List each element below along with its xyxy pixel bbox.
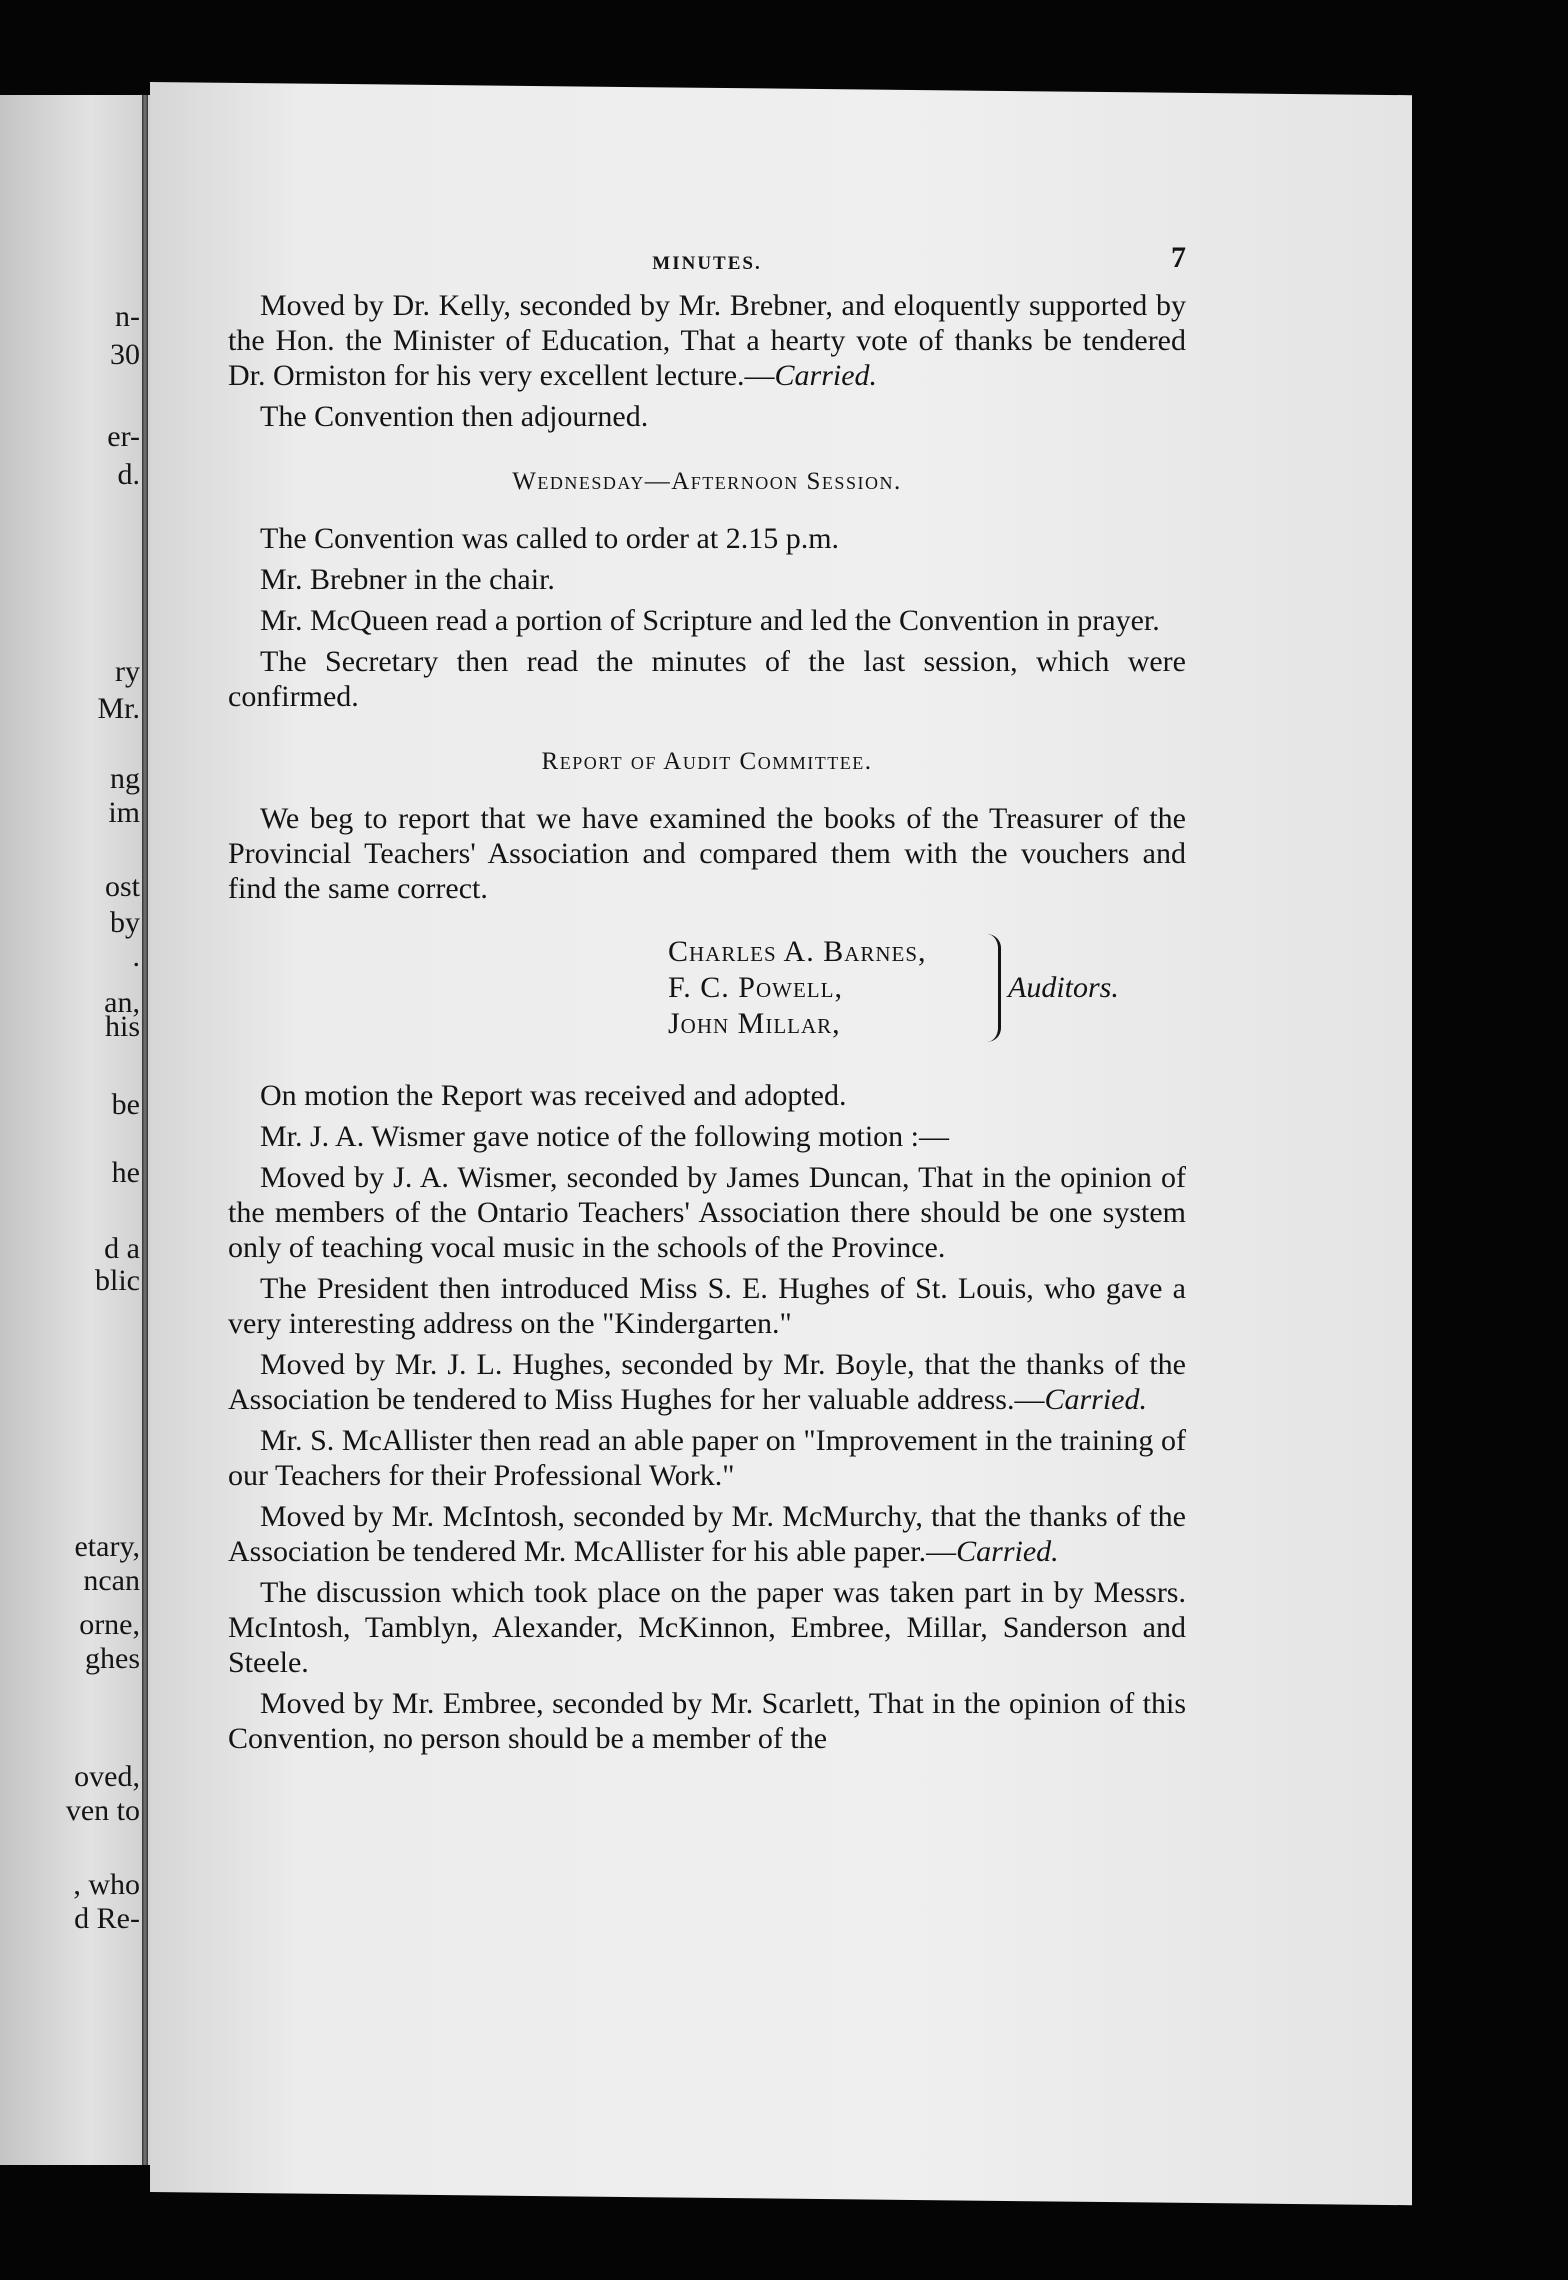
auditors-signature-block	[228, 934, 1186, 1052]
motion-text: Moved by Mr. J. L. Hughes, seconded by Mr. Boyle, that the thanks of the Association be tendered to Miss Hughes for her valuable address.—	[228, 1348, 1186, 1416]
facing-page-fragment: im	[108, 796, 140, 829]
running-head	[228, 240, 1186, 288]
facing-page-fragment: be	[111, 1088, 140, 1121]
report-adopted: On motion the Report was received and adopted.	[260, 1079, 847, 1112]
facing-page-fragment: .	[132, 940, 140, 973]
auditor-name: F. C. Powell,	[668, 971, 843, 1004]
motion-text: Moved by Mr. McIntosh, seconded by Mr. McMurchy, that the thanks of the Association be tendered Mr. McAllister for his able paper.—	[228, 1500, 1186, 1568]
page-number: 7	[1171, 241, 1186, 274]
facing-page-fragment: ost	[104, 870, 140, 903]
hughes-thanks-motion	[228, 1347, 1186, 1417]
facing-page-fragment: ven to	[65, 1794, 140, 1827]
facing-page-fragment: oved,	[74, 1760, 140, 1793]
facing-page-fragment: d.	[117, 458, 140, 491]
motion-text: Moved by Dr. Kelly, seconded by Mr. Brebner, and eloquently supported by the Hon. the Minister of Education, That a hearty vote of thanks be tendered Dr. Ormiston for his very excellent lecture.—	[228, 289, 1186, 392]
facing-page-fragment: by	[110, 906, 140, 939]
call-to-order: The Convention was called to order at 2.15 p.m.	[260, 522, 840, 555]
facing-page-fragment: n-	[115, 300, 140, 333]
facing-page-fragment: he	[111, 1156, 140, 1189]
mcallister-paper: Mr. S. McAllister then read an able paper on "Improvement in the training of our Teachers for their Professional Work."	[228, 1424, 1186, 1492]
carried-label: Carried.	[774, 359, 878, 392]
facing-page-fragment: his	[104, 1010, 140, 1043]
embree-motion: Moved by Mr. Embree, seconded by Mr. Scarlett, That in the opinion of this Convention, no person should be a member of the	[228, 1687, 1186, 1755]
auditor-names	[668, 934, 927, 1042]
carried-label: Carried.	[956, 1535, 1059, 1568]
facing-page-fragment: d a	[104, 1232, 140, 1265]
minutes-confirmed: The Secretary then read the minutes of the last session, which were confirmed.	[228, 645, 1186, 713]
audit-committee-heading: Report of Audit Committee.	[541, 748, 873, 775]
auditor-name: Charles A. Barnes,	[668, 935, 927, 968]
mcallister-thanks-motion	[228, 1499, 1186, 1569]
facing-page-fragment: ghes	[85, 1642, 140, 1675]
facing-page-fragment: blic	[95, 1264, 140, 1297]
book-gutter	[142, 95, 148, 2165]
facing-page-fragment: orne,	[79, 1608, 140, 1641]
wismer-notice: Mr. J. A. Wismer gave notice of the following motion :—	[260, 1120, 949, 1153]
facing-page-edge	[0, 95, 150, 2165]
facing-page-fragment: ng	[110, 762, 140, 795]
facing-page-fragment: er-	[107, 420, 140, 453]
carried-label: Carried.	[1044, 1383, 1147, 1416]
facing-page-fragment: Mr.	[97, 692, 140, 725]
prayer-note: Mr. McQueen read a portion of Scripture and led the Convention in prayer.	[260, 604, 1160, 637]
facing-page-fragment: ry	[115, 655, 140, 688]
adjourned-note: The Convention then adjourned.	[260, 400, 649, 433]
hughes-introduction: The President then introduced Miss S. E. Hughes of St. Louis, who gave a very interesting address on the "Kindergarten."	[228, 1272, 1186, 1340]
facing-page-fragment: etary,	[74, 1530, 140, 1563]
auditors-label: Auditors.	[1008, 971, 1119, 1004]
facing-page-fragment: ncan	[83, 1564, 140, 1597]
audit-report-text: We beg to report that we have examined the books of the Treasurer of the Provincial Teachers' Association and compared them with the vouchers and find the same correct.	[228, 802, 1186, 905]
ormiston-thanks-motion	[228, 288, 1186, 393]
auditor-name: John Millar,	[668, 1007, 841, 1040]
running-title: MINUTES.	[652, 253, 762, 274]
facing-page-fragment: d Re-	[74, 1902, 140, 1935]
facing-page-fragment: , who	[73, 1868, 140, 1901]
facing-page-fragment: 30	[110, 338, 140, 371]
curly-brace	[978, 934, 1001, 1042]
page-content	[228, 240, 1186, 1762]
afternoon-session-heading: Wednesday—Afternoon Session.	[512, 468, 902, 495]
chair-note: Mr. Brebner in the chair.	[260, 563, 555, 596]
wismer-motion: Moved by J. A. Wismer, seconded by James Duncan, That in the opinion of the members of the Ontario Teachers' Association there should be one system only of teaching vocal music in the schools of the Province.	[228, 1161, 1186, 1264]
discussion-note: The discussion which took place on the paper was taken part in by Messrs. McIntosh, Tamblyn, Alexander, McKinnon, Embree, Millar, Sanderson and Steele.	[228, 1576, 1186, 1679]
facing-page-fragment: an,	[104, 986, 140, 1019]
